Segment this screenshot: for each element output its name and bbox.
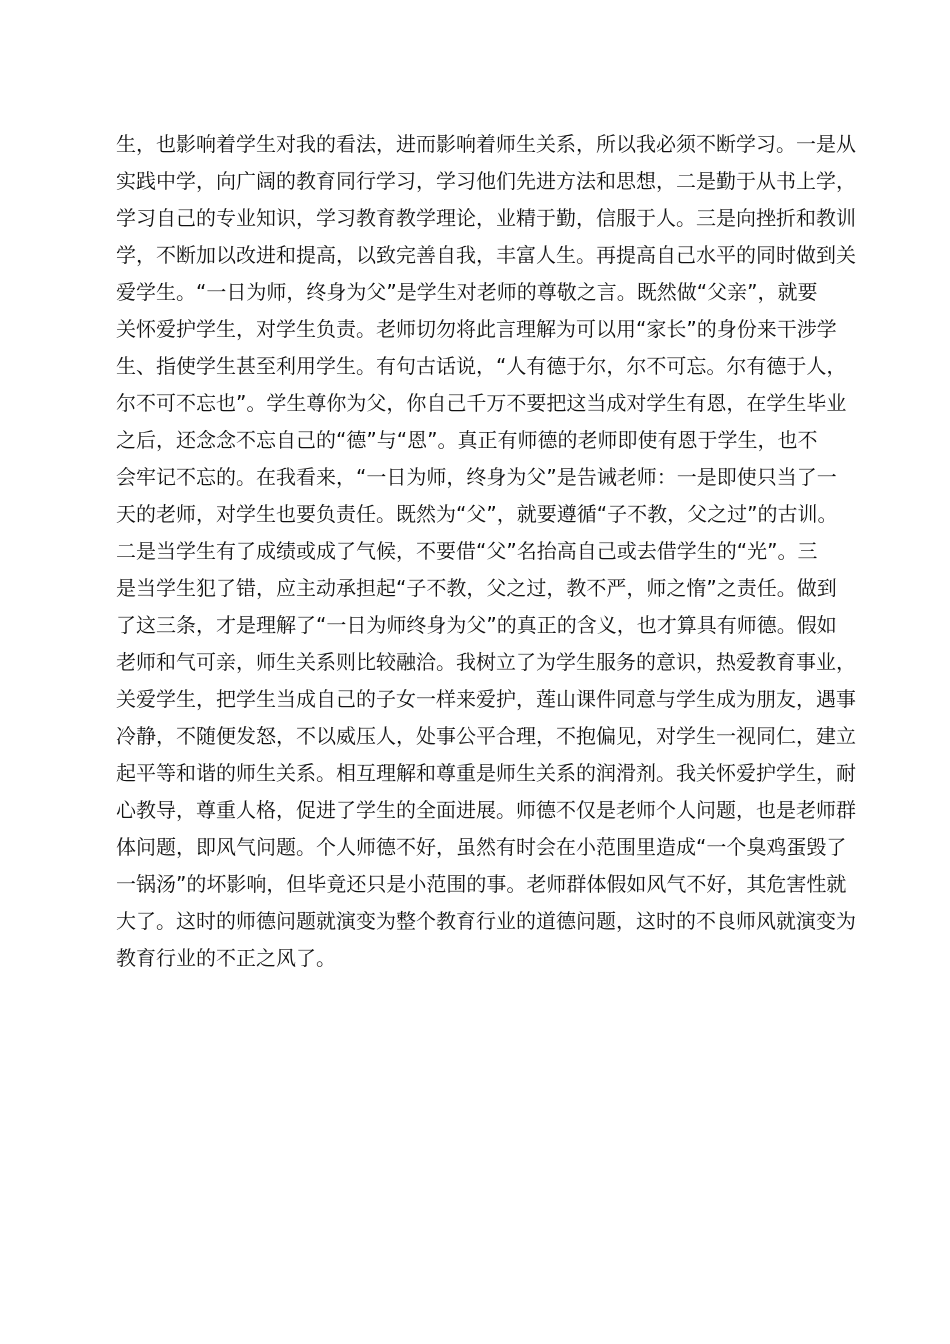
text-line: 体问题，即风气问题。个人师德不好，虽然有时会在小范围里造成“一个臭鸡蛋毁了 — [116, 835, 847, 859]
text-line: 心教导，尊重人格，促进了学生的全面进展。师德不仅是老师个人问题，也是老师群 — [116, 798, 856, 822]
text-line: 生、指使学生甚至利用学生。有句古话说，“人有德于尔，尔不可忘。尔有德于人， — [116, 354, 847, 378]
text-line: 起平等和谐的师生关系。相互理解和尊重是师生关系的润滑剂。我关怀爱护学生，耐 — [116, 761, 856, 785]
text-line: 实践中学，向广阔的教育同行学习，学习他们先进方法和思想，二是勤于从书上学， — [116, 169, 856, 193]
text-line: 学习自己的专业知识，学习教育教学理论，业精于勤，信服于人。三是向挫折和教训 — [116, 206, 856, 230]
text-line: 生，也影响着学生对我的看法，进而影响着师生关系，所以我必须不断学习。一是从 — [116, 132, 856, 156]
text-line: 大了。这时的师德问题就演变为整个教育行业的道德问题，这时的不良师风就演变为 — [116, 909, 856, 933]
text-line: 爱学生。“一日为师，终身为父”是学生对老师的尊敬之言。既然做“父亲”，就要 — [116, 280, 818, 304]
text-line: 老师和气可亲，师生关系则比较融洽。我树立了为学生服务的意识，热爱教育事业， — [116, 650, 856, 674]
text-line: 关爱学生，把学生当成自己的子女一样来爱护，莲山课件同意与学生成为朋友，遇事 — [116, 687, 856, 711]
text-line: 了这三条，才是理解了“一日为师终身为父”的真正的含义，也才算具有师德。假如 — [116, 613, 837, 637]
text-line: 之后，还念念不忘自己的“德”与“恩”。真正有师德的老师即使有恩于学生，也不 — [116, 428, 818, 452]
body-paragraph — [116, 126, 856, 977]
text-line: 二是当学生有了成绩或成了气候，不要借“父”名抬高自己或去借学生的“光”。三 — [116, 539, 818, 563]
text-line: 教育行业的不正之风了。 — [116, 946, 336, 970]
text-line: 学，不断加以改进和提高，以致完善自我，丰富人生。再提高自己水平的同时做到关 — [116, 243, 856, 267]
text-line: 天的老师，对学生也要负责任。既然为“父”，就要遵循“子不教，父之过”的古训。 — [116, 502, 838, 526]
text-line: 冷静，不随便发怒，不以威压人，处事公平合理，不抱偏见，对学生一视同仁，建立 — [116, 724, 856, 748]
text-line: 关怀爱护学生，对学生负责。老师切勿将此言理解为可以用“家长”的身份来干涉学 — [116, 317, 837, 341]
text-line: 一锅汤”的坏影响，但毕竟还只是小范围的事。老师群体假如风气不好，其危害性就 — [116, 872, 847, 896]
text-line: 是当学生犯了错，应主动承担起“子不教，父之过，教不严，师之惰”之责任。做到 — [116, 576, 837, 600]
text-line: 尔不可不忘也”。学生尊你为父，你自己千万不要把这当成对学生有恩，在学生毕业 — [116, 391, 847, 415]
text-line: 会牢记不忘的。在我看来，“一日为师，终身为父”是告诫老师：一是即使只当了一 — [116, 465, 837, 489]
